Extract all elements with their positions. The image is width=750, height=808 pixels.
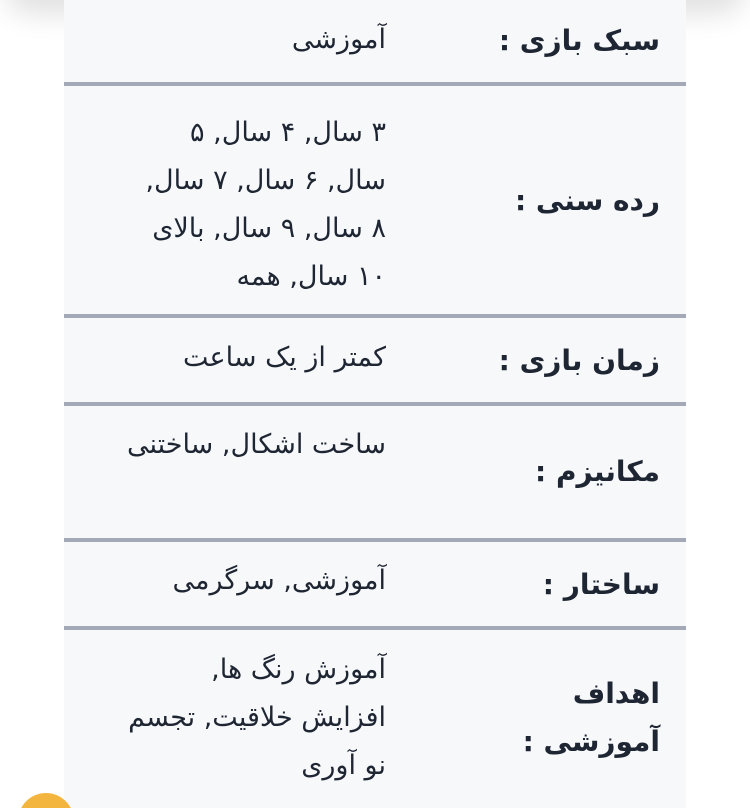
spec-value: ساخت اشکال, ساختنی (126, 429, 386, 460)
spec-row-age-range (64, 86, 686, 318)
spec-label: اهداف آموزشی : (522, 677, 660, 758)
spec-value: آموزش رنگ ها, افزایش خلاقیت, تجسم نو آوری (128, 654, 386, 781)
spec-label: زمان بازی : (498, 344, 660, 377)
spec-label: مکانیزم : (535, 455, 660, 488)
spec-row-play-time (64, 318, 686, 406)
spec-value: آموزشی, سرگرمی (172, 565, 386, 596)
spec-value: کمتر از یک ساعت (183, 342, 386, 373)
spec-value: ۳ سال, ۴ سال, ۵ سال, ۶ سال, ۷ سال, ۸ سال, ۹ سال, بالای ۱۰ سال, همه (145, 117, 386, 292)
game-specs-table (64, 0, 686, 808)
spec-row-mechanism (64, 406, 686, 542)
spec-row-educational-goals (64, 630, 686, 808)
spec-label: رده سنی : (514, 184, 660, 217)
spec-label: سبک بازی : (498, 24, 660, 57)
spec-value: آموزشی (291, 24, 386, 55)
spec-row-game-style (64, 0, 686, 86)
spec-label: ساختار : (542, 568, 660, 601)
spec-row-structure (64, 542, 686, 630)
